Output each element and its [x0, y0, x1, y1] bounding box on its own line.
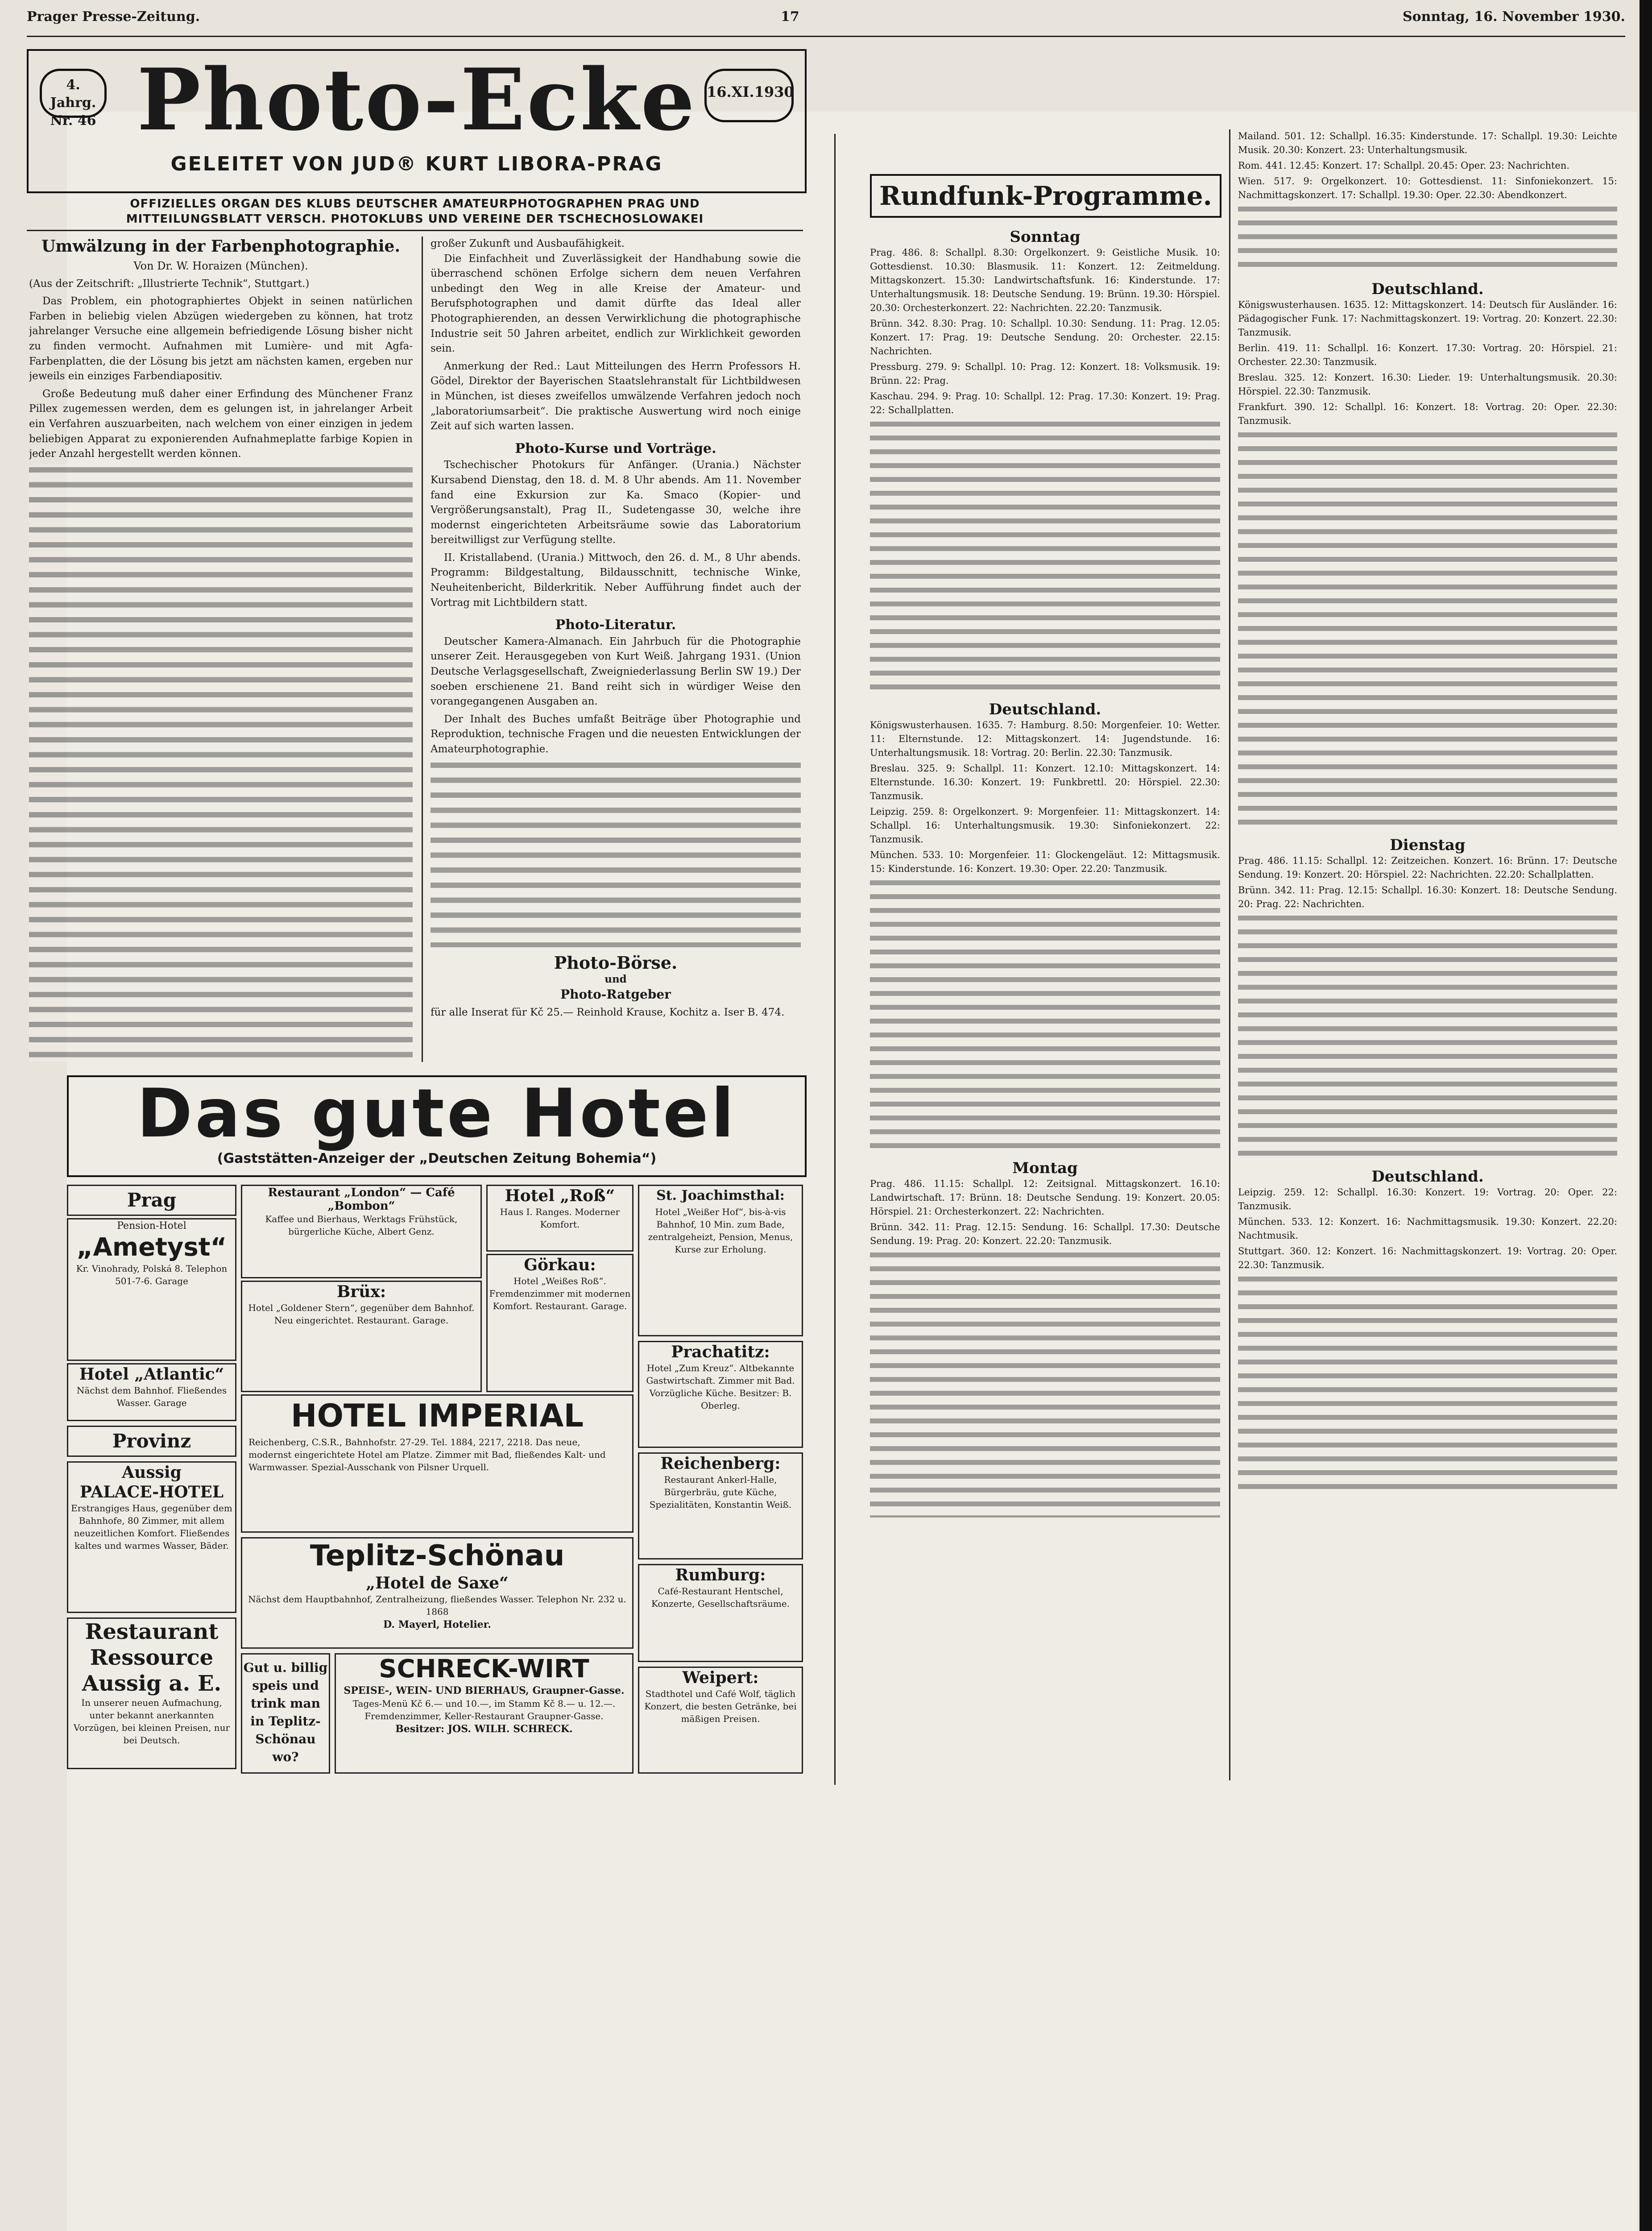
editor-note: Anmerkung der Red.: Laut Mitteilungen des Herrn Professors H. Gödel, Direktor der Bayerischen Staatslehranstalt für Lichtbildwesen in München, ist dieses zweifellos umwälzende Verfahren jedoch noch „laboratoriumsarbeit“. Die praktische Auswertung wird noch einige Zeit auf sich warten lassen. — [431, 360, 801, 432]
radio-entry: Königswusterhausen. 1635. 7: Hamburg. 8.50: Morgenfeier. 10: Wetter. 11: Elternstunde. 12: Mittagskonzert. 14: Jugendstunde. 16: Unterhaltungsmusik. 18: Vortrag. 20: Berlin. 22.30: Tanzmusik. — [870, 720, 1220, 758]
issue-number: Nr. 46 — [50, 113, 96, 129]
ad-atlantic-name: Hotel „Atlantic“ — [79, 1365, 224, 1384]
hotel-section-title: Das gute Hotel — [137, 1075, 737, 1153]
article-paragraph: II. Kristallabend. (Urania.) Mittwoch, den 26. d. M., 8 Uhr abends. Programm: Bildgestaltung, Bildausschnitt, technische Winke, Neuheitenbericht, Bilderkritik. Neber Aufführung findet auch der Vortrag mit Lichtbildern statt. — [431, 552, 801, 609]
ad-goerkau-text: Hotel „Weißes Roß“. Fremdenzimmer mit modernen Komfort. Restaurant. Garage. — [489, 1276, 631, 1311]
ad-london-name: Restaurant „London“ — Café „Bombon“ — [268, 1186, 455, 1213]
ad-schreck-owner: Besitzer: JOS. WILH. SCHRECK. — [395, 1723, 573, 1735]
radio-entry: Prag. 486. 11.15: Schallpl. 12: Zeitsignal. Mittagskonzert. 16.10: Landwirtschaft. 17: Brünn. 18: Deutsche Sendung. 19: Konzert. 20.05: Hörspiel. 21: Orchesterkonzert. 22: Nachrichten. — [870, 1178, 1220, 1217]
masthead-date: Sonntag, 16. November 1930. — [1402, 9, 1625, 25]
radio-entry: München. 533. 12: Konzert. 16: Nachmittagsmusik. 19.30: Konzert. 22.20: Nachtmusik. — [1238, 1216, 1617, 1241]
ad-rumburg-label: Rumburg: — [675, 1566, 766, 1584]
radio-entry: Frankfurt. 390. 12: Schallpl. 16: Konzert. 18: Vortrag. 20: Oper. 22.30: Tanzmusik. — [1238, 402, 1617, 426]
ad-ross-text: Haus I. Ranges. Moderner Komfort. — [500, 1207, 620, 1230]
masthead-left: Prager Presse-Zeitung. — [27, 9, 200, 25]
radio-entry: Rom. 441. 12.45: Konzert. 17: Schallpl. 20.45: Oper. 23: Nachrichten. — [1238, 160, 1570, 171]
radio-entry: Breslau. 325. 12: Konzert. 16.30: Lieder. 19: Unterhaltungsmusik. 20.30: Hörspiel. 22.30: Tanzmusik. — [1238, 372, 1617, 397]
ad-weipert-label: Weipert: — [682, 1668, 759, 1687]
ad-schreck-wirt — [335, 1653, 633, 1774]
ad-hotel-ross — [486, 1185, 633, 1252]
ad-teplitz-text: Nächst dem Hauptbahnhof, Zentralheizung, fließendes Wasser. Telephon Nr. 232 u. 1868 — [248, 1594, 626, 1617]
header-rule — [27, 36, 1625, 37]
article-source: (Aus der Zeitschrift: „Illustrierte Technik“, Stuttgart.) — [29, 278, 310, 290]
ad-weipert — [638, 1667, 803, 1774]
ad-joachimsthal — [638, 1185, 803, 1336]
ad-bruex-text: Hotel „Goldener Stern“, gegenüber dem Bahnhof. Neu eingerichtet. Restaurant. Garage. — [248, 1302, 475, 1326]
boerse-listing: für alle Inserat für Kč 25.— Reinhold Krause, Kochitz a. Iser B. 474. — [431, 1007, 785, 1019]
ad-ressource-name: Restaurant Ressource Aussig a. E. — [82, 1619, 222, 1696]
ad-joachimsthal-text: Hotel „Weißer Hof“, bis-à-vis Bahnhof, 10 Min. zum Bade, zentralgeheizt, Pension, Menus, Kurse zur Erholung. — [648, 1207, 793, 1255]
ad-reichenberg-label: Reichenberg: — [660, 1454, 781, 1473]
ad-teplitz-owner: D. Mayerl, Hotelier. — [383, 1619, 491, 1630]
boerse-and: und — [604, 973, 627, 986]
ad-ressource — [67, 1617, 236, 1769]
radio-entry: Prag. 486. 8: Schallpl. 8.30: Orgelkonzert. 9: Geistliche Musik. 10: Gottesdienst. 10.30: Blasmusik. 11: Konzert. 12: Zeitmeldung. Mittagskonzert. 15.30: Landwirtschaftsfunk. 16: Kinderstunde. 17: Unterhaltungsmusik. 18: Deutsche Sendung. 19: Brünn. 19.30: Hörspiel. 20.30: Orchesterkonzert. 22: Nachrichten. 22.20: Tanzmusik. — [870, 247, 1220, 313]
day-heading-dienstag: Dienstag — [1390, 836, 1466, 854]
photo-ecke-title: Photo-Ecke — [137, 50, 697, 149]
ad-schreck-slogan — [241, 1653, 330, 1774]
radio-entry: Breslau. 325. 9: Schallpl. 11: Konzert. 12.10: Mittagskonzert. 14: Elternstunde. 16.30: Konzert. 19: Funkbrettl. 20: Hörspiel. 22.30: Tanzmusik. — [870, 763, 1220, 801]
ad-london-text: Kaffee und Bierhaus, Werktags Frühstück, bürgerliche Küche, Albert Genz. — [265, 1214, 458, 1237]
radio-entry: Wien. 517. 9: Orgelkonzert. 10: Gottesdienst. 11: Sinfoniekonzert. 15: Nachmittagskonzert. 17: Schallpl. 19.30: Oper. 22.30: Abendkonzert. — [1238, 176, 1617, 200]
ad-bruex-label: Brüx: — [336, 1282, 386, 1301]
ad-atlantic-address: Nächst dem Bahnhof. Fließendes Wasser. Garage — [76, 1385, 227, 1408]
ad-ametyst — [67, 1218, 236, 1361]
radio-column-2 — [1238, 129, 1617, 1776]
radio-entry: Leipzig. 259. 8: Orgelkonzert. 9: Morgenfeier. 11: Mittagskonzert. 14: Schallpl. 16: Unterhaltungsmusik. 19.30: Sinfoniekonzert. 22: Tanzmusik. — [870, 806, 1220, 845]
ad-palace-aussig — [67, 1461, 236, 1613]
photo-ratgeber-heading: Photo-Ratgeber — [560, 987, 671, 1002]
article-column-2 — [431, 236, 801, 1066]
ad-ross-name: Hotel „Roß“ — [505, 1186, 615, 1205]
radio-entry: Pressburg. 279. 9: Schallpl. 10: Prag. 12: Konzert. 18: Volksmusik. 19: Brünn. 22: Prag. — [870, 361, 1220, 386]
radio-entry: Stuttgart. 360. 12: Konzert. 16: Nachmittagskonzert. 19: Vortrag. 20: Oper. 22.30: Tanzmusik. — [1238, 1246, 1617, 1270]
ad-imperial-text: Reichenberg, C.S.R., Bahnhofstr. 27-29. Tel. 1884, 2217, 2218. Das neue, modernst eingerichtete Hotel am Platze. Zimmer mit Bad, fließendes Kalt- und Warmwasser. Spezial-Ausschank von Pilsner Urquell. — [248, 1437, 606, 1472]
article-byline: Von Dr. W. Horaizen (München). — [133, 260, 308, 272]
scan-edge-bar — [1640, 0, 1652, 2231]
label-prag: Prag — [67, 1185, 236, 1216]
ad-ressource-text: In unserer neuen Aufmachung, unter bekannt anerkannten Vorzügen, bei kleinen Preisen, nur bei Deutsch. — [73, 1697, 230, 1746]
region-heading-deutschland: Deutschland. — [1371, 1168, 1484, 1186]
radio-column-1 — [870, 223, 1220, 1776]
ad-ametyst-name: „Ametyst“ — [76, 1233, 227, 1262]
radio-entry: München. 533. 10: Morgenfeier. 11: Glockengeläut. 12: Mittagsmusik. 15: Kinderstunde. 16: Konzert. 19.30: Oper. 22.20: Tanzmusik. — [870, 850, 1220, 874]
ad-goerkau — [486, 1254, 633, 1392]
radio-entry: Kaschau. 294. 9: Prag. 10: Schallpl. 12: Prag. 17.30: Konzert. 19: Prag. 22: Schallplatten. — [870, 391, 1220, 415]
page-number: 17 — [781, 9, 799, 25]
radio-listing-text — [870, 878, 1220, 1154]
article-paragraph: Das Problem, ein photographiertes Objekt in seinen natürlichen Farben in beliebig vielen Abzügen wiedergeben zu können, hat trotz jahrelanger Versuche eine allgemein befriedigende Lösung bisher nicht zu finden vermocht. Aufnahmen mit Lumière- und mit Agfa-Farbenplatten, die der Lösung bis jetzt am nächsten kamen, ergeben nur jeweils ein einziges Farbendiapositiv. — [29, 295, 413, 382]
radio-entry: Mailand. 501. 12: Schallpl. 16.35: Kinderstunde. 17: Schallpl. 19.30: Leichte Musik. 20.30: Konzert. 23: Unterhaltungsmusik. — [1238, 131, 1617, 155]
radio-entry: Brünn. 342. 11: Prag. 12.15: Sendung. 16: Schallpl. 17.30: Deutsche Sendung. 19: Prag. 20: Konzert. 22.20: Tanzmusik. — [870, 1222, 1220, 1246]
tagline-line-2: MITTEILUNGSBLATT VERSCH. PHOTOKLUBS UND VEREINE DER TSCHECHOSLOWAKEI — [126, 212, 704, 226]
radio-entry: Leipzig. 259. 12: Schallpl. 16.30: Konzert. 19: Vortrag. 20: Oper. 22: Tanzmusik. — [1238, 1187, 1617, 1211]
hotel-section-header — [67, 1075, 807, 1177]
article-paragraph: Die Einfachheit und Zuverlässigkeit der Handhabung sowie die überraschend schönen Erfolge sichern dem neuen Verfahren unbedingt den Weg in alle Kreise der Amateur- und Berufsphotographen und damit dürfte das Ideal aller Photographierenden, an dessen Verwirklichung die photographische Industrie seit 50 Jahren arbeitet, endlich zur Wirklichkeit geworden sein. — [431, 253, 801, 355]
photo-boerse-heading: Photo-Börse. — [554, 952, 678, 973]
section-rule — [27, 230, 803, 231]
ad-reichenberg — [638, 1452, 803, 1559]
radio-entry: Brünn. 342. 8.30: Prag. 10: Schallpl. 10.30: Sendung. 11: Prag. 12.05: Konzert. 17: Prag. 19: Deutsche Sendung. 20: Orchester. 22.15: Nachrichten. — [870, 318, 1220, 357]
article-paragraph: Deutscher Kamera-Almanach. Ein Jahrbuch für die Photographie unserer Zeit. Herausgegeben von Kurt Weiß. Jahrgang 1931. (Union Deutsche Verlagsgesellschaft, Zweigniederlassung Berlin SW 19.) Der soeben erschienene 21. Band reiht sich in würdiger Weise den vorangegangenen Ausgaben an. — [431, 635, 801, 708]
hotel-section-subtitle: (Gaststätten-Anzeiger der „Deutschen Zeitung Bohemia“) — [217, 1151, 657, 1166]
ad-hotel-imperial — [241, 1394, 633, 1533]
ad-imperial-name: HOTEL IMPERIAL — [290, 1397, 584, 1434]
radio-entry: Berlin. 419. 11: Schallpl. 16: Konzert. 17.30: Vortrag. 20: Hörspiel. 21: Orchester. 22.30: Tanzmusik. — [1238, 343, 1617, 367]
ad-weipert-text: Stadthotel und Café Wolf, täglich Konzert, die besten Getränke, bei mäßigen Preisen. — [644, 1688, 797, 1724]
radio-listing-text — [1238, 204, 1617, 275]
article-paragraph: Tschechischer Photokurs für Anfänger. (Urania.) Nächster Kursabend Dienstag, den 18. d. M. 8 Uhr abends. Am 11. November fand eine Exkursion zur Ka. Smaco (Kopier- und Vergrößerungsanstalt), Prag II., Sudetengasse 30, welche ihre modernst eingerichteten Arbeitsräume sowie das Laboratorium bereitwilligst zur Verfügung stellte. — [431, 459, 801, 546]
ad-prachatitz-text: Hotel „Zum Kreuz“. Altbekannte Gastwirtschaft. Zimmer mit Bad. Vorzügliche Küche. Besitzer: B. Oberleg. — [646, 1363, 795, 1411]
photo-ecke-editor: GELEITET VON JUD® KURT LIBORA-PRAG — [170, 153, 663, 175]
ad-prachatitz — [638, 1341, 803, 1448]
ad-ametyst-pre: Pension-Hotel — [117, 1220, 186, 1232]
ad-teplitz-schoenau — [241, 1537, 633, 1649]
ad-rumburg — [638, 1564, 803, 1662]
day-heading-montag: Montag — [1012, 1159, 1078, 1177]
region-heading-deutschland: Deutschland. — [989, 701, 1101, 718]
issue-year: 4. Jahrg. — [50, 77, 96, 111]
ad-aussig-city: Aussig — [122, 1463, 182, 1482]
ad-teplitz-name: Teplitz-Schönau — [310, 1539, 565, 1572]
ad-schreck-slogan-text: Gut u. billig speis und trink man in Teplitz-Schönau wo? — [243, 1660, 328, 1764]
ad-goerkau-label: Görkau: — [524, 1256, 596, 1274]
ad-london — [241, 1185, 482, 1278]
ad-schreck-name: SCHRECK-WIRT — [379, 1655, 589, 1684]
radio-listing-text — [870, 1250, 1220, 1518]
ad-prachatitz-label: Prachatitz: — [671, 1343, 770, 1361]
ad-aussig-name: PALACE-HOTEL — [79, 1483, 224, 1501]
ad-schreck-text: Tages-Menü Kč 6.— und 10.—, im Stamm Kč 8.— u. 12.—. Fremdenzimmer, Keller-Restaurant Graupner-Gasse. — [352, 1698, 616, 1721]
radio-listing-text — [1238, 430, 1617, 831]
column-rule — [1229, 129, 1230, 1780]
radio-listing-text — [1238, 913, 1617, 1163]
photo-ecke-tagline — [27, 196, 803, 227]
day-heading-sonntag: Sonntag — [1010, 228, 1081, 246]
article-paragraph: Der Inhalt des Buches umfaßt Beiträge über Photographie und Reproduktion, technische Fragen und die neuesten Entwicklungen der Amateurphotographie. — [431, 713, 801, 755]
ad-reichenberg-text: Restaurant Ankerl-Halle, Bürgerbräu, gute Küche, Spezialitäten, Konstantin Weiß. — [649, 1474, 792, 1510]
article-body-text — [29, 464, 413, 1062]
tagline-line-1: OFFIZIELLES ORGAN DES KLUBS DEUTSCHER AMATEURPHOTOGRAPHEN PRAG UND — [130, 197, 700, 211]
radio-entry: Königswusterhausen. 1635. 12: Mittagskonzert. 14: Deutsch für Ausländer. 16: Pädagogischer Funk. 17: Nachmittagskonzert. 19: Vortrag. 20: Konzert. 22.30: Tanzmusik. — [1238, 299, 1617, 338]
ad-joachimsthal-label: St. Joachimsthal: — [656, 1188, 785, 1203]
ad-schreck-sub: SPEISE-, WEIN- UND BIERHAUS, Graupner-Gasse. — [344, 1685, 625, 1696]
article-body-text — [431, 760, 801, 947]
issue-date-badge: 16.XI.1930 — [704, 69, 794, 122]
section-heading-literatur: Photo-Literatur. — [555, 617, 676, 633]
label-provinz: Provinz — [67, 1426, 236, 1457]
ad-bruex — [241, 1281, 482, 1392]
ad-atlantic — [67, 1363, 236, 1421]
ad-rumburg-text: Café-Restaurant Hentschel, Konzerte, Gesellschaftsräume. — [651, 1586, 790, 1609]
photo-ecke-header — [27, 49, 807, 193]
radio-entry: Prag. 486. 11.15: Schallpl. 12: Zeitzeichen. Konzert. 16: Brünn. 17: Deutsche Sendung. 19: Konzert. 20: Hörspiel. 22: Nachrichten. 22.20: Schallplatten. — [1238, 855, 1617, 880]
region-heading-deutschland: Deutschland. — [1371, 280, 1484, 298]
page-divider — [834, 134, 836, 1785]
radio-entry: Brünn. 342. 11: Prag. 12.15: Schallpl. 16.30: Konzert. 18: Deutsche Sendung. 20: Prag. 22: Nachrichten. — [1238, 885, 1617, 909]
article-title: Umwälzung in der Farbenphotographie. — [41, 237, 400, 256]
radio-programme-header: Rundfunk-Programme. — [870, 174, 1221, 218]
article-paragraph: Große Bedeutung muß daher einer Erfindung des Münchener Franz Pillex zugemessen werden, dem es gelungen ist, in jahrelanger Arbeit ein Verfahren auszuarbeiten, nach welchem von einer einzigen in jedem beliebigen Apparat zu exponierenden Aufnahmeplatte farbige Kopien in jeder Anzahl hergestellt werden können. — [29, 388, 413, 460]
section-heading-kurse: Photo-Kurse und Vorträge. — [515, 440, 716, 456]
article-farbenphotographie — [29, 236, 413, 1062]
ad-ametyst-address: Kr. Vinohrady, Polská 8. Telephon 501-7-6. Garage — [76, 1263, 228, 1286]
article-paragraph: großer Zukunft und Ausbaufähigkeit. — [431, 238, 625, 249]
column-rule — [422, 236, 423, 1062]
ad-teplitz-hotel: „Hotel de Saxe“ — [366, 1574, 509, 1592]
ad-aussig-text: Erstrangiges Haus, gegenüber dem Bahnhofe, 80 Zimmer, mit allem neuzeitlichen Komfort. Fließendes kaltes und warmes Wasser, Bäder. — [71, 1503, 232, 1551]
radio-listing-text — [870, 419, 1220, 696]
radio-listing-text — [1238, 1274, 1617, 1497]
